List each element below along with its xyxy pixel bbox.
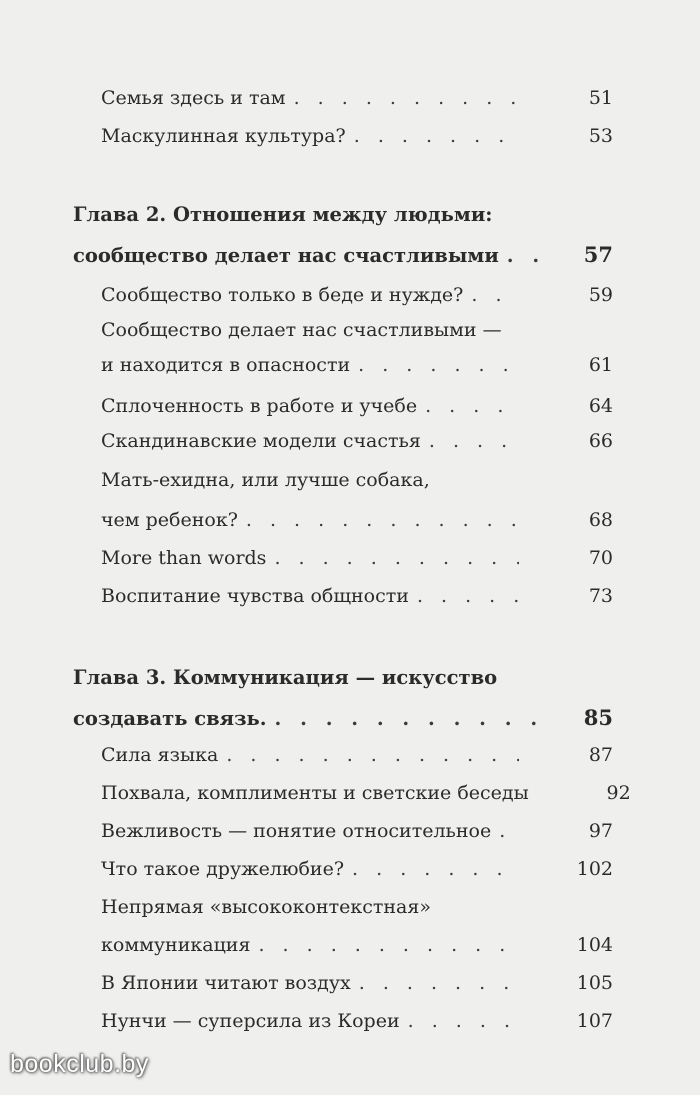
toc-entry (0, 388, 700, 424)
toc-entry (0, 502, 700, 538)
toc-entry-title: В Японии читают воздух (101, 972, 351, 994)
toc-entry-page: 102 (576, 858, 613, 880)
toc-entry (0, 851, 700, 887)
toc-entry-page: 51 (588, 87, 613, 109)
leader-dots (507, 238, 549, 274)
toc-entry (0, 540, 700, 576)
leader-dots (352, 851, 519, 887)
leader-dots (358, 347, 519, 383)
chapter-title-line1: Глава 2. Отношения между людьми: (73, 203, 493, 226)
leader-dots (226, 737, 519, 773)
toc-entry-line1 (0, 462, 700, 498)
toc-entry-title: Нунчи — суперсила из Кореи (101, 1010, 400, 1032)
toc-entry-title: More than words (101, 547, 267, 569)
leader-dots (471, 277, 519, 313)
leader-dots (275, 701, 549, 737)
leader-dots (408, 1003, 519, 1039)
toc-entry-page: 66 (588, 430, 613, 452)
toc-entry-title-line1: Мать-ехидна, или лучше собака, (101, 469, 430, 491)
toc-entry-title: Воспитание чувства общности (101, 585, 409, 607)
toc-entry (0, 737, 700, 773)
toc-entry-page: 107 (576, 1010, 613, 1032)
toc-entry (0, 775, 700, 811)
leader-dots (417, 578, 519, 614)
toc-entry-page: 105 (576, 972, 613, 994)
chapter-page: 57 (583, 242, 613, 267)
toc-entry (0, 423, 700, 459)
toc-entry-page: 68 (588, 509, 613, 531)
chapter-title: создавать связь. (73, 707, 267, 730)
toc-entry (0, 578, 700, 614)
toc-entry-page: 104 (576, 934, 613, 956)
toc-entry-title: чем ребенок? (101, 509, 238, 531)
chapter-heading-line1 (0, 197, 700, 233)
toc-entry (0, 80, 700, 116)
chapter-heading (0, 237, 700, 273)
toc-entry-page: 97 (588, 820, 613, 842)
toc-entry-page: 61 (588, 354, 613, 376)
chapter-heading-line1 (0, 660, 700, 696)
toc-entry (0, 965, 700, 1001)
toc-entry-page: 73 (588, 585, 613, 607)
toc-entry (0, 927, 700, 963)
toc-entry-line1 (0, 312, 700, 348)
toc-entry-title: Что такое дружелюбие? (101, 858, 345, 880)
toc-entry-page: 64 (588, 395, 613, 417)
leader-dots (246, 502, 519, 538)
toc-entry-title: Скандинавские модели счастья (101, 430, 421, 452)
toc-entry-title: Семья здесь и там (101, 87, 286, 109)
leader-dots (354, 118, 519, 154)
leader-dots (425, 388, 519, 424)
toc-entry-page: 70 (588, 547, 613, 569)
toc-entry-title: Сплоченность в работе и учебе (101, 395, 418, 417)
toc-entry-title: Маскулинная культура? (101, 125, 346, 147)
toc-entry-title: Сообщество только в беде и нужде? (101, 284, 464, 306)
toc-entry (0, 277, 700, 313)
toc-entry-title: Вежливость — понятие относительное (101, 820, 492, 842)
leader-dots (499, 813, 519, 849)
chapter-title-line1: Глава 3. Коммуникация — искусство (73, 666, 498, 689)
toc-entry-title-line1: Непрямая «высококонтекстная» (101, 896, 431, 918)
toc-entry (0, 347, 700, 383)
toc-entry (0, 1003, 700, 1039)
chapter-page: 85 (583, 705, 613, 730)
toc-entry-page: 92 (606, 782, 631, 804)
toc-entry-title: Похвала, комплименты и светские беседы (101, 782, 529, 804)
toc-entry-line1 (0, 889, 700, 925)
leader-dots (294, 80, 519, 116)
toc-entry-title-line1: Сообщество делает нас счастливыми — (101, 319, 502, 341)
leader-dots (274, 540, 519, 576)
toc-entry (0, 813, 700, 849)
toc-entry-page: 87 (588, 744, 613, 766)
toc-entry-title: Сила языка (101, 744, 219, 766)
leader-dots (258, 927, 519, 963)
site-watermark: bookclub.by (10, 1050, 149, 1078)
leader-dots (429, 423, 519, 459)
toc-entry-title: и находится в опасности (101, 354, 351, 376)
toc-entry (0, 118, 700, 154)
chapter-title: сообщество делает нас счастливыми (73, 244, 499, 267)
toc-entry-page: 59 (588, 284, 613, 306)
chapter-heading (0, 700, 700, 736)
toc-entry-title: коммуникация (101, 934, 251, 956)
toc-entry-page: 53 (588, 125, 613, 147)
leader-dots (359, 965, 519, 1001)
